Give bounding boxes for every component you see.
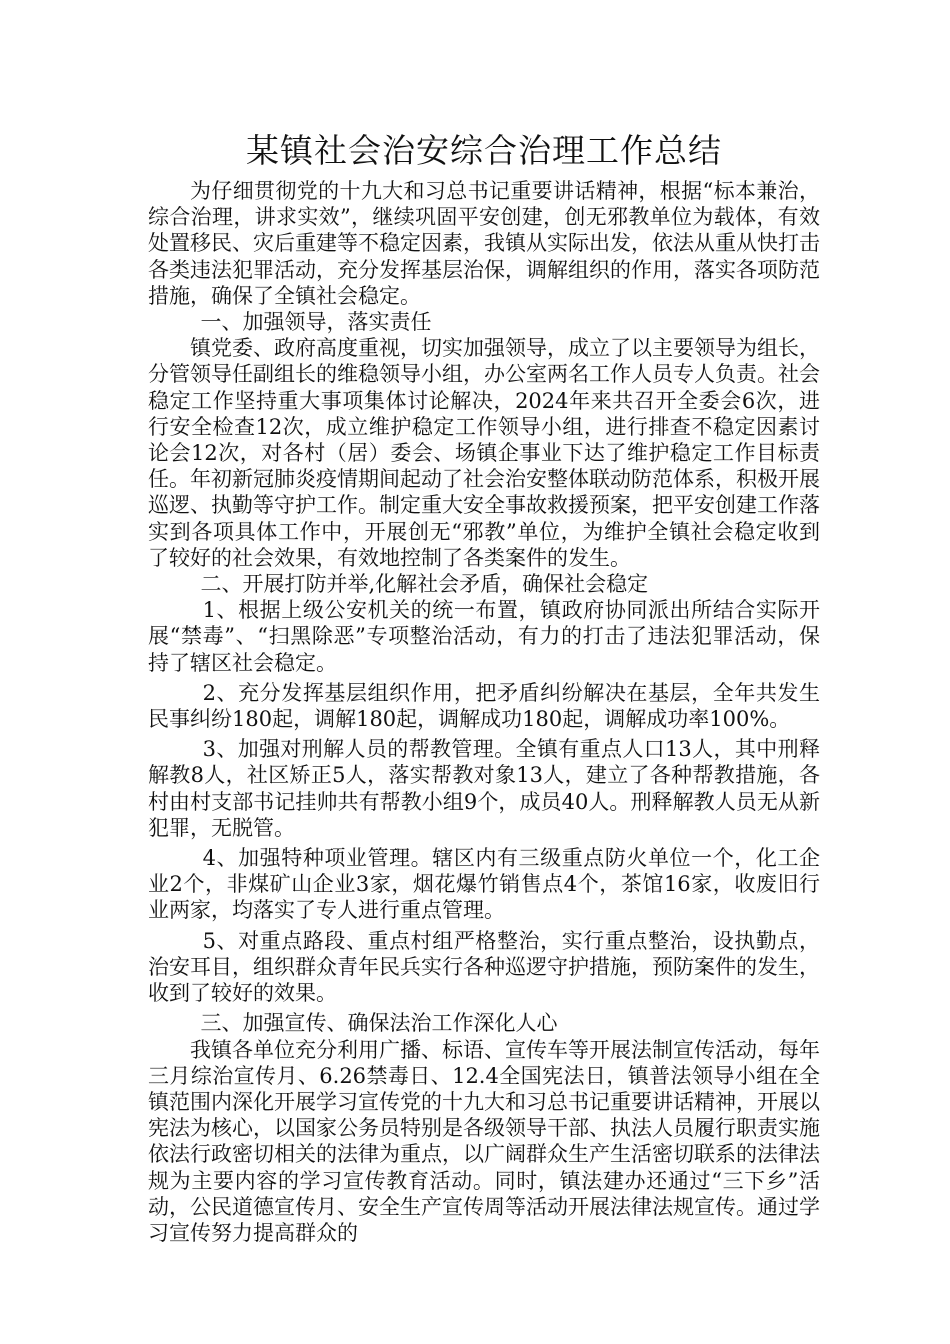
section-1-body: 镇党委、政府高度重视，切实加强领导，成立了以主要领导为组长，分管领导任副组长的维稳领导小组，办公室两名工作人员专人负责。社会稳定工作坚持重大事项集体讨论解决，2024年来共召开全委会6次，进行安全检查12次，成立维护稳定工作领导小组，进行排查不稳定因素讨论会12次，对各村（居）委会、场镇企事业下达了维护稳定工作目标责任。年初新冠肺炎疫情期间起动了社会治安整体联动防范体系，积极开展巡逻、执勤等守护工作。制定重大安全事故救援预案，把平安创建工作落实到各项具体工作中，开展创无“邪教”单位，为维护全镇社会稳定收到了较好的社会效果，有效地控制了各类案件的发生。 [148, 336, 820, 570]
section-2-item-1: 1、根据上级公安机关的统一布置，镇政府协同派出所结合实际开展“禁毒”、“扫黑除恶”专项整治活动，有力的打击了违法犯罪活动，保持了辖区社会稳定。 [148, 598, 820, 675]
section-2-heading: 二、开展打防并举,化解社会矛盾，确保社会稳定 [200, 572, 649, 597]
document-page [148, 128, 820, 1246]
section-2-item-5: 5、对重点路段、重点村组严格整治，实行重点整治，设执勤点，治安耳目，组织群众青年民兵实行各种巡逻守护措施，预防案件的发生，收到了较好的效果。 [148, 928, 820, 1006]
section-1-heading: 一、加强领导，落实责任 [200, 310, 432, 335]
intro-paragraph: 为仔细贯彻党的十九大和习总书记重要讲话精神，根据“标本兼治，综合治理，讲求实效”，继续巩固平安创建，创无邪教单位为载体，有效处置移民、灾后重建等不稳定因素，我镇从实际出发，依法从重从快打击各类违法犯罪活动，充分发挥基层治保，调解组织的作用，落实各项防范措施，确保了全镇社会稳定。 [148, 179, 820, 308]
section-2-item-3: 3、加强对刑解人员的帮教管理。全镇有重点人口13人，其中刑释解教8人，社区矫正5人，落实帮教对象13人，建立了各种帮教措施，各村由村支部书记挂帅共有帮教小组9个，成员40人。刑释解教人员无从新犯罪，无脱管。 [148, 737, 820, 840]
document-title: 某镇社会治安综合治理工作总结 [246, 131, 722, 170]
section-3-body: 我镇各单位充分利用广播、标语、宣传车等开展法制宣传活动，每年三月综治宣传月、6.26禁毒日、12.4全国宪法日，镇普法领导小组在全镇范围内深化开展学习宣传党的十九大和习总书记重要讲话精神，开展以宪法为核心，以国家公务员特别是各级领导干部、执法人员履行职责实施依法行政密切相关的法律为重点，以广阔群众生产生活密切联系的法律法规为主要内容的学习宣传教育活动。同时，镇法建办还通过“三下乡”活动，公民道德宣传月、安全生产宣传周等活动开展法律法规宣传。通过学习宣传努力提高群众的 [148, 1037, 820, 1245]
section-2-item-2: 2、充分发挥基层组织作用，把矛盾纠纷解决在基层，全年共发生民事纠纷180起，调解180起，调解成功180起，调解成功率100%。 [148, 680, 820, 732]
section-3-heading: 三、加强宣传、确保法治工作深化人心 [200, 1011, 558, 1036]
section-2-item-4: 4、加强特种项业管理。辖区内有三级重点防火单位一个，化工企业2个，非煤矿山企业3家，烟花爆竹销售点4个，茶馆16家，收废旧行业两家，均落实了专人进行重点管理。 [148, 846, 820, 923]
